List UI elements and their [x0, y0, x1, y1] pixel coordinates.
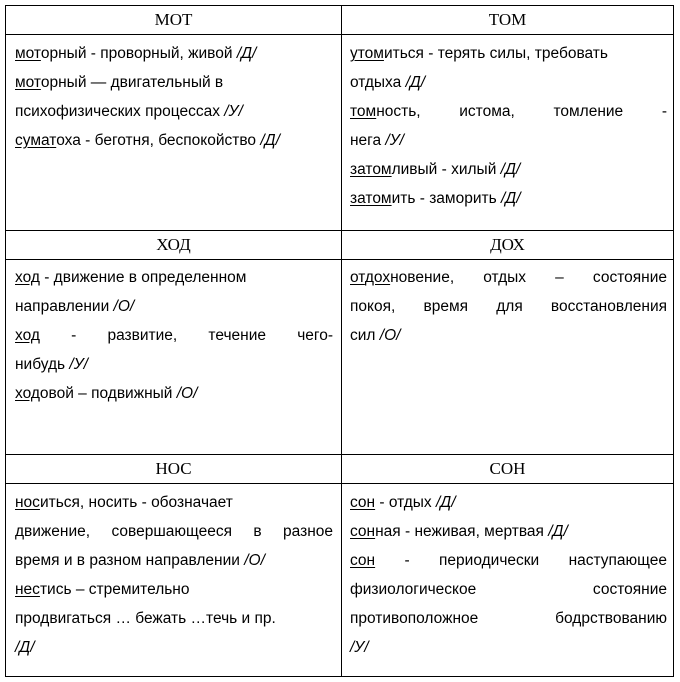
root-underlined: мот	[15, 74, 41, 91]
text-line	[15, 126, 333, 155]
text-line	[15, 604, 333, 633]
line-text: покоя, время для восстановления	[350, 298, 667, 315]
source-mark: /Д/	[548, 523, 568, 540]
text-line	[350, 488, 667, 517]
source-mark: /Д/	[500, 161, 521, 178]
header-son: СОН	[489, 459, 526, 478]
root-underlined: ход	[15, 385, 40, 402]
text-line	[350, 292, 667, 321]
text-line	[350, 546, 667, 575]
root-underlined: том	[365, 190, 392, 207]
text-line	[350, 575, 667, 604]
text-line	[350, 97, 667, 126]
row-divider	[6, 259, 673, 260]
text-line	[350, 184, 667, 213]
line-text: нибудь	[15, 356, 70, 373]
source-mark: /Д/	[260, 132, 280, 149]
root-underlined: том	[365, 161, 392, 178]
text-line	[15, 546, 333, 575]
root-underlined: за	[350, 190, 366, 207]
line-text: иться - терять силы, требовать	[383, 45, 608, 62]
text-line	[350, 155, 667, 184]
header-doh: ДОХ	[490, 235, 525, 254]
line-text: сил	[350, 327, 380, 344]
text-line	[15, 39, 333, 68]
root-underlined: дох	[364, 269, 391, 286]
text-line	[350, 517, 667, 546]
root-underlined: нос	[15, 494, 40, 511]
line-text: ить - заморить	[391, 190, 501, 207]
text-line	[15, 379, 333, 408]
header-hod: ХОД	[156, 235, 191, 254]
text-line	[15, 575, 333, 604]
source-mark: /О/	[176, 385, 198, 402]
line-text: отдыха	[350, 74, 406, 91]
cell-son-content	[350, 488, 667, 662]
line-text: - развитие, течение чего-	[39, 327, 333, 344]
row-divider	[6, 34, 673, 35]
line-text: ность, истома, томление -	[376, 103, 667, 120]
root-underlined: сон	[350, 523, 376, 540]
text-line	[15, 488, 333, 517]
text-line	[350, 633, 667, 662]
source-mark: /У/	[385, 132, 404, 149]
text-line	[15, 517, 333, 546]
line-text: направлении	[15, 298, 114, 315]
source-mark: /У/	[224, 103, 243, 120]
cell-mot-content	[15, 39, 333, 155]
root-underlined: ход	[15, 269, 40, 286]
root-underlined: том	[350, 103, 377, 120]
line-text: ная - неживая, мертвая	[375, 523, 549, 540]
header-tom: ТОМ	[488, 10, 527, 29]
line-text: противоположное бодрствованию	[350, 610, 667, 627]
line-text: время и в разном направлении	[15, 552, 245, 569]
text-line	[350, 604, 667, 633]
source-mark: /У/	[350, 639, 369, 656]
root-underlined: утом	[350, 45, 384, 62]
source-mark: /О/	[113, 298, 135, 315]
source-mark: /О/	[379, 327, 401, 344]
source-mark: /Д/	[436, 494, 456, 511]
line-text: - движение в определенном	[39, 269, 247, 286]
text-line	[15, 350, 333, 379]
text-line	[15, 68, 333, 97]
text-line	[15, 321, 333, 350]
line-text: тись – стремительно	[39, 581, 190, 598]
text-line	[15, 263, 333, 292]
line-text: - отдых	[375, 494, 436, 511]
text-line	[350, 68, 667, 97]
root-underlined: ход	[15, 327, 40, 344]
root-underlined: сон	[350, 552, 376, 569]
text-line	[350, 321, 667, 350]
root-underlined: нес	[15, 581, 40, 598]
source-mark: /Д/	[236, 45, 257, 62]
line-text: продвигаться … бежать …течь и пр.	[15, 610, 276, 627]
cell-tom-content	[350, 39, 667, 213]
root-underlined: сума	[15, 132, 50, 149]
text-line	[15, 633, 333, 662]
root-underlined: от	[350, 269, 365, 286]
row-divider	[6, 230, 673, 231]
morpheme-table	[5, 5, 674, 677]
header-nos: НОС	[155, 459, 192, 478]
line-text: ливый - хилый	[391, 161, 501, 178]
text-line	[15, 97, 333, 126]
text-line	[15, 292, 333, 321]
source-mark: /Д/	[15, 639, 35, 656]
source-mark: /Д/	[405, 74, 426, 91]
line-text: движение, совершающееся в разное	[15, 523, 333, 540]
text-line	[350, 39, 667, 68]
line-text: - периодически наступающее	[375, 552, 667, 569]
root-underlined: за	[350, 161, 366, 178]
line-text: новение, отдых – состояние	[390, 269, 667, 286]
line-text: иться, носить - обозначает	[39, 494, 233, 511]
line-text: оха - беготня, беспокойство	[56, 132, 261, 149]
cell-nos-content	[15, 488, 333, 662]
text-line	[350, 263, 667, 292]
line-text: нега	[350, 132, 386, 149]
source-mark: /Д/	[500, 190, 521, 207]
root-underlined: сон	[350, 494, 376, 511]
line-text: физиологическое состояние	[350, 581, 667, 598]
line-text: орный — двигательный в	[40, 74, 224, 91]
cell-doh-content	[350, 263, 667, 350]
cell-hod-content	[15, 263, 333, 408]
root-underlined: т	[49, 132, 57, 149]
root-underlined: мот	[15, 45, 41, 62]
row-divider	[6, 483, 673, 484]
source-mark: /У/	[69, 356, 88, 373]
row-divider	[6, 454, 673, 455]
column-divider	[341, 6, 342, 676]
header-mot: МОТ	[154, 10, 193, 29]
text-line	[350, 126, 667, 155]
source-mark: /О/	[244, 552, 265, 569]
line-text: овой – подвижный	[39, 385, 177, 402]
line-text: орный - проворный, живой	[40, 45, 237, 62]
line-text: психофизических процессах	[15, 103, 225, 120]
